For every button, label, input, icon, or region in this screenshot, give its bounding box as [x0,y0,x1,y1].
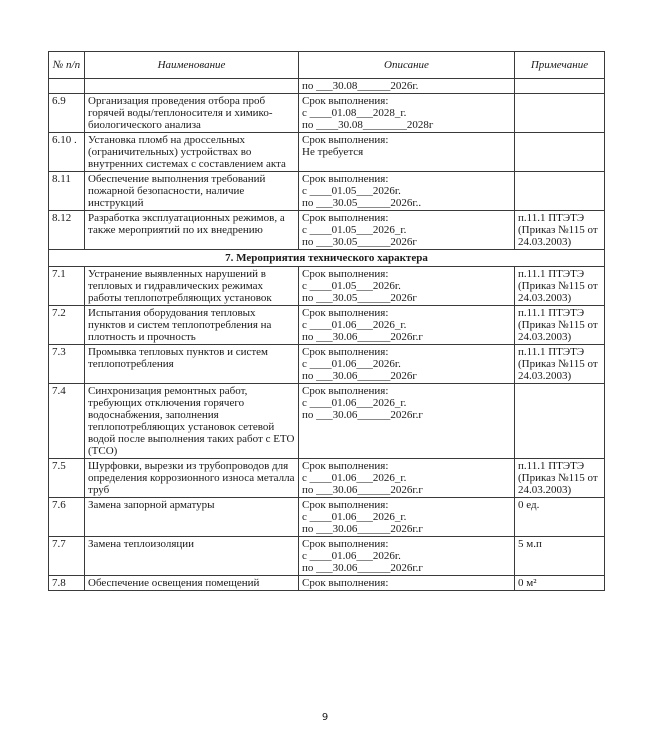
row-description [299,576,515,591]
row-note: 0 м² [515,576,605,591]
row-number: 8.12 [49,211,85,250]
description-line: по ____30.08________2028г [302,119,434,131]
row-note: 5 м.п [515,537,605,576]
description-line: по ___30.06______2026г.г [302,484,423,496]
description-line: по ___30.06______2026г.г [302,409,423,421]
row-name: Установка пломб на дроссельных (ограничительных) устройствах во внутренних системах с составлением акта [85,133,299,172]
row-name: Промывка тепловых пунктов и систем теплопотребления [85,345,299,384]
row-number: 7.3 [49,345,85,384]
description-line: по ___30.06______2026г [302,370,417,382]
row-note [515,94,605,133]
description-line: по ___30.05______2026г [302,236,417,248]
table-header-row [49,52,605,79]
description-line: Срок выполнения: [302,577,389,589]
row-number: 7.8 [49,576,85,591]
row-description [299,172,515,211]
description-line: с ____01.08___2028_г. [302,107,407,119]
section-header-row [49,250,605,267]
measures-table [48,51,605,591]
row-note [515,133,605,172]
row-name: Шурфовки, вырезки из трубопроводов для определения коррозионного износа металла труб [85,459,299,498]
row-description [299,345,515,384]
table-row [49,267,605,306]
description-line: Не требуется [302,146,364,158]
row-description [299,459,515,498]
table-row [49,537,605,576]
row-description [299,133,515,172]
description-line: по ___30.05______2026г.. [302,197,422,209]
row-note: п.11.1 ПТЭТЭ (Приказ №115 от 24.03.2003) [515,267,605,306]
description-line: Срок выполнения: [302,212,389,224]
row-name: Обеспечение освещения помещений [85,576,299,591]
row-name: Устранение выявленных нарушений в тепловых и гидравлических режимах работы теплопотребляющих установок [85,267,299,306]
table-row [49,345,605,384]
table-row [49,576,605,591]
description-line: с ____01.06___2026_г. [302,397,407,409]
description-line: Срок выполнения: [302,460,389,472]
page-number: 9 [321,712,329,723]
row-name: Замена запорной арматуры [85,498,299,537]
description-line: по ___30.06______2026г.г [302,331,423,343]
row-number: 8.11 [49,172,85,211]
row-name: Разработка эксплуатационных режимов, а также мероприятий по их внедрению [85,211,299,250]
row-name: Обеспечение выполнения требований пожарной безопасности, наличие инструкций [85,172,299,211]
description-line: Срок выполнения: [302,499,389,511]
row-number: 6.9 [49,94,85,133]
row-note: п.11.1 ПТЭТЭ (Приказ №115 от 24.03.2003) [515,345,605,384]
row-description [299,384,515,459]
row-name: Организация проведения отбора проб горячей воды/теплоносителя и химико-биологического анализа [85,94,299,133]
row-description [299,306,515,345]
description-line: Срок выполнения: [302,95,389,107]
row-number: 7.1 [49,267,85,306]
table-row [49,94,605,133]
row-name: Синхронизация ремонтных работ, требующих отключения горячего водоснабжения, заполнения теплопотребляющих установок сетевой водой после выполнения таких работ с ЕТО (ТСО) [85,384,299,459]
row-note: п.11.1 ПТЭТЭ (Приказ №115 от 24.03.2003) [515,459,605,498]
row-number: 7.6 [49,498,85,537]
continuation-row [49,79,605,94]
row-description [299,537,515,576]
row-name: Испытания оборудования тепловых пунктов и систем теплопотребления на плотность и прочность [85,306,299,345]
row-description [299,498,515,537]
row-name: Замена теплоизоляции [85,537,299,576]
row-number: 7.7 [49,537,85,576]
table-row [49,384,605,459]
row-note: 0 ед. [515,498,605,537]
table-row [49,172,605,211]
row-note: п.11.1 ПТЭТЭ (Приказ №115 от 24.03.2003) [515,306,605,345]
table-row [49,459,605,498]
description-line: по ___30.05______2026г [302,292,417,304]
table-row [49,306,605,345]
description-line: с ____01.06___2026_г. [302,319,407,331]
section-title: 7. Мероприятия технического характера [49,250,605,267]
continuation-desc: по ___30.08______2026г. [299,79,515,94]
row-number: 7.2 [49,306,85,345]
description-line: с ____01.06___2026г. [302,358,401,370]
row-description [299,211,515,250]
header-note: Примечание [515,52,605,79]
description-line: с ____01.06___2026_г. [302,511,407,523]
row-number: 7.5 [49,459,85,498]
description-line: с ____01.05___2026_г. [302,224,407,236]
table-row [49,498,605,537]
row-number: 7.4 [49,384,85,459]
description-line: по ___30.06______2026г.г [302,523,423,535]
description-line: с ____01.05___2026г. [302,185,401,197]
description-line: с ____01.06___2026_г. [302,472,407,484]
row-note [515,384,605,459]
description-line: Срок выполнения: [302,268,389,280]
description-line: по ___30.06______2026г.г [302,562,423,574]
description-line: Срок выполнения: [302,385,389,397]
description-line: Срок выполнения: [302,307,389,319]
description-line: Срок выполнения: [302,346,389,358]
row-description [299,94,515,133]
description-line: Срок выполнения: [302,134,389,146]
description-line: Срок выполнения: [302,173,389,185]
header-name: Наименование [85,52,299,79]
description-line: Срок выполнения: [302,538,389,550]
row-note [515,172,605,211]
description-line: с ____01.06___2026г. [302,550,401,562]
header-num: № п/п [49,52,85,79]
row-description [299,267,515,306]
header-desc: Описание [299,52,515,79]
table-row [49,211,605,250]
row-note: п.11.1 ПТЭТЭ (Приказ №115 от 24.03.2003) [515,211,605,250]
table-row [49,133,605,172]
description-line: с ____01.05___2026г. [302,280,401,292]
row-number: 6.10 . [49,133,85,172]
